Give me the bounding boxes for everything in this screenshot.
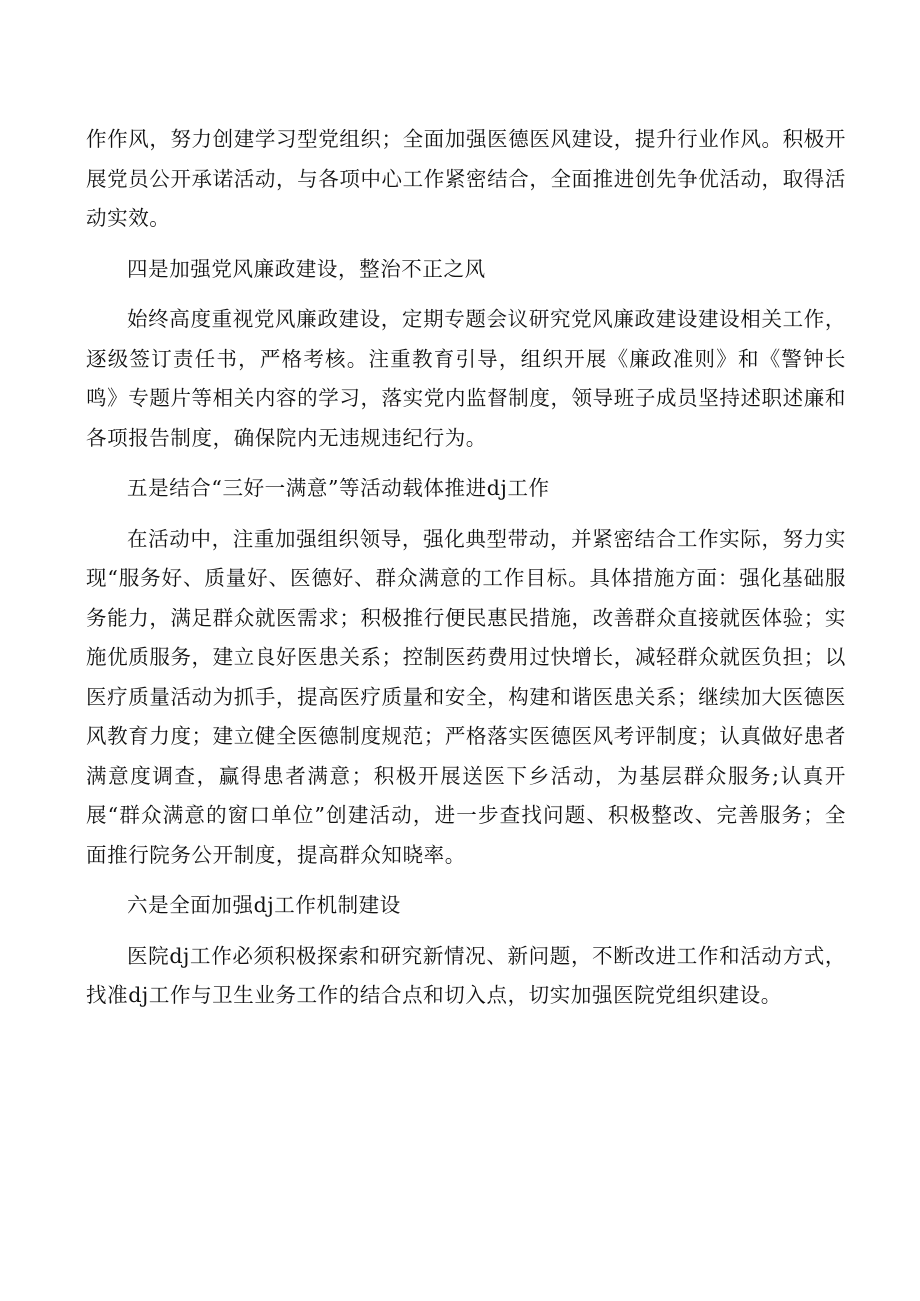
paragraph-party-conduct: 始终高度重视党风廉政建设，定期专题会议研究党风廉政建设建设相关工作，逐级签订责任书，严格考核。注重教育引导，组织开展《廉政准则》和《警钟长鸣》专题片等相关内容的学习，落实党内监督制度，领导班子成员坚持述职述廉和各项报告制度，确保院内无违规违纪行为。 [86,307,846,450]
paragraph-mechanism: 医院dj工作必须积极探索和研究新情况、新问题，不断改进工作和活动方式，找准dj工作与卫生业务工作的结合点和切入点，切实加强医院党组织建设。 [86,943,846,1007]
paragraph-activities: 在活动中，注重加强组织领导，强化典型带动，并紧密结合工作实际，努力实现“服务好、质量好、医德好、群众满意的工作目标。具体措施方面：强化基础服务能力，满足群众就医需求；积极推行便民惠民措施，改善群众直接就医体验；实施优质服务，建立良好医患关系；控制医药费用过快增长，减轻群众就医负担；以医疗质量活动为抓手，提高医疗质量和安全，构建和谐医患关系；继续加大医德医风教育力度；建立健全医德制度规范；严格落实医德医风考评制度；认真做好患者满意度调查，赢得患者满意；积极开展送医下乡活动，为基层群众服务;认真开展“群众满意的窗口单位”创建活动，进一步查找问题、积极整改、完善服务；全面推行院务公开制度，提高群众知晓率。 [86,526,846,867]
paragraph-continuation: 作作风，努力创建学习型党组织；全面加强医德医风建设，提升行业作风。积极开展党员公开承诺活动，与各项中心工作紧密结合，全面推进创先争优活动，取得活动实效。 [86,127,846,230]
document-body [86,120,846,1016]
section-heading-6: 六是全面加强dj工作机制建设 [127,893,401,917]
section-heading-5: 五是结合“三好一满意”等活动载体推进dj工作 [127,476,550,500]
section-heading-4: 四是加强党风廉政建设，整治不正之风 [127,256,486,281]
